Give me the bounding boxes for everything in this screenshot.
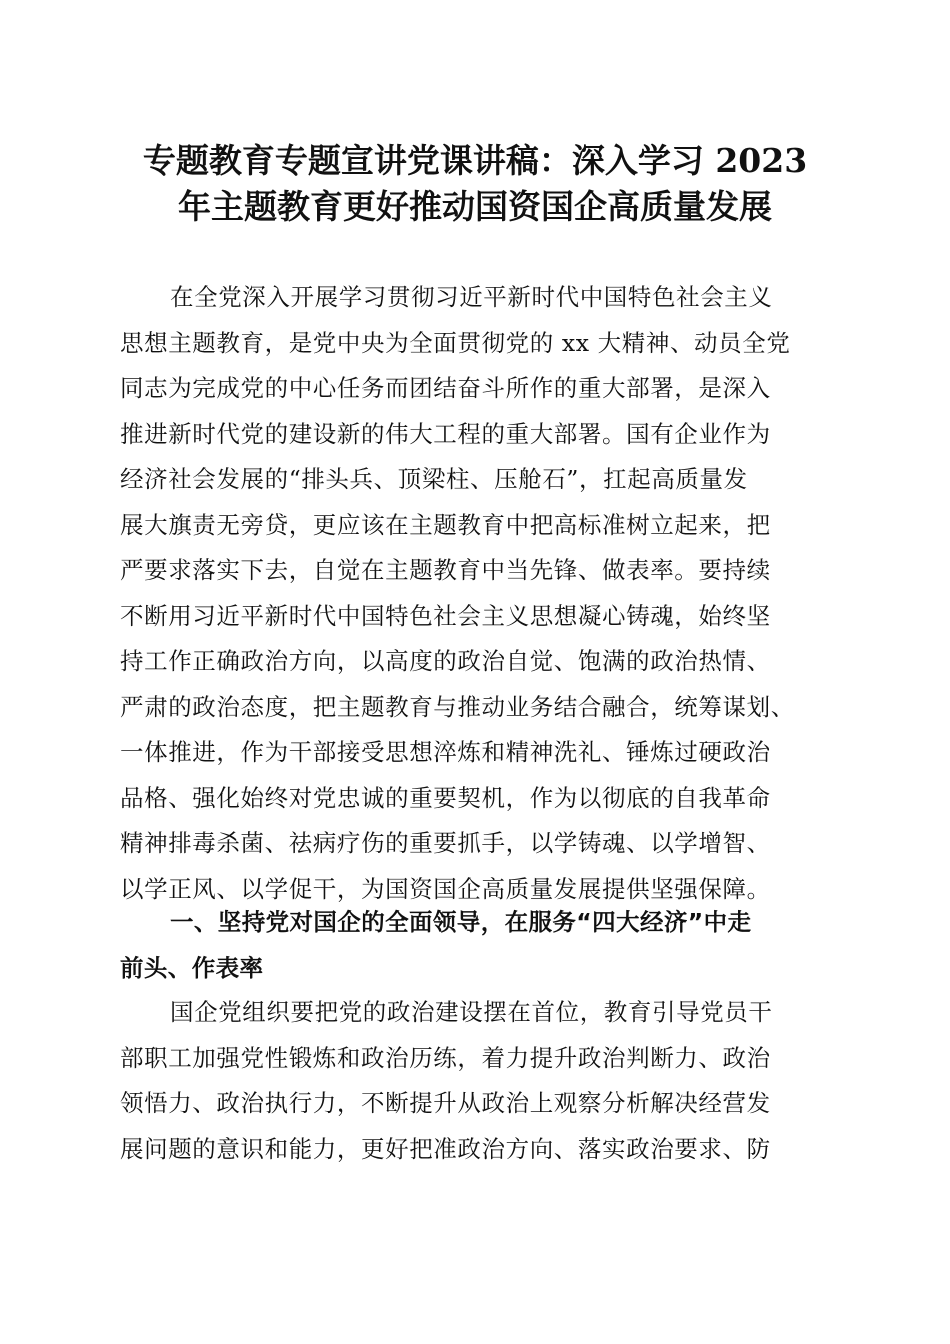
paragraph-line: 同志为完成党的中心任务而团结奋斗所作的重大部署，是深入 [120, 374, 771, 402]
paragraph-line: 以学正风、以学促干，为国资国企高质量发展提供坚强保障。 [120, 874, 771, 903]
paragraph-line: 精神排毒杀菌、祛病疗伤的重要抓手，以学铸魂、以学增智、 [120, 829, 771, 857]
heading-line: 前头、作表率 [120, 953, 264, 982]
paragraph-line: 推进新时代党的建设新的伟大工程的重大部署。国有企业作为 [120, 419, 771, 448]
title-line: 年主题教育更好推动国资国企高质量发展 [178, 186, 772, 226]
paragraph-line: 展问题的意识和能力，更好把准政治方向、落实政治要求、防 [120, 1134, 771, 1163]
paragraph-line: 严肃的政治态度，把主题教育与推动业务结合融合，统筹谋划、 [120, 692, 795, 721]
paragraph-line: 严要求落实下去，自觉在主题教育中当先锋、做表率。要持续 [120, 556, 771, 584]
paragraph-line: 一体推进，作为干部接受思想淬炼和精神洗礼、锤炼过硬政治 [120, 738, 771, 766]
paragraph-line: 在全党深入开展学习贯彻习近平新时代中国特色社会主义 [170, 283, 773, 311]
paragraph-line: 不断用习近平新时代中国特色社会主义思想凝心铸魂，始终坚 [120, 601, 771, 630]
title-line: 专题教育专题宣讲党课讲稿：深入学习 2023 [142, 141, 808, 180]
paragraph-line: 领悟力、政治执行力，不断提升从政治上观察分析解决经营发 [120, 1089, 771, 1117]
paragraph-line: 思想主题教育，是党中央为全面贯彻党的 xx 大精神、动员全党 [120, 328, 791, 357]
heading-line: 一、坚持党对国企的全面领导，在服务“四大经济”中走 [170, 908, 752, 936]
paragraph-line: 国企党组织要把党的政治建设摆在首位，教育引导党员干 [170, 998, 773, 1026]
section-heading [120, 900, 840, 991]
document-title [100, 138, 850, 229]
paragraph-line: 展大旗责无旁贷，更应该在主题教育中把高标准树立起来，把 [120, 510, 771, 539]
section-paragraph [120, 990, 840, 1172]
paragraph-line: 部职工加强党性锻炼和政治历练，着力提升政治判断力、政治 [120, 1043, 771, 1072]
intro-paragraph [120, 275, 840, 912]
paragraph-line: 经济社会发展的“排头兵、顶梁柱、压舱石”，扛起高质量发 [120, 465, 748, 493]
paragraph-line: 持工作正确政治方向，以高度的政治自觉、饱满的政治热情、 [120, 647, 771, 675]
paragraph-line: 品格、强化始终对党忠诚的重要契机，作为以彻底的自我革命 [120, 783, 771, 812]
